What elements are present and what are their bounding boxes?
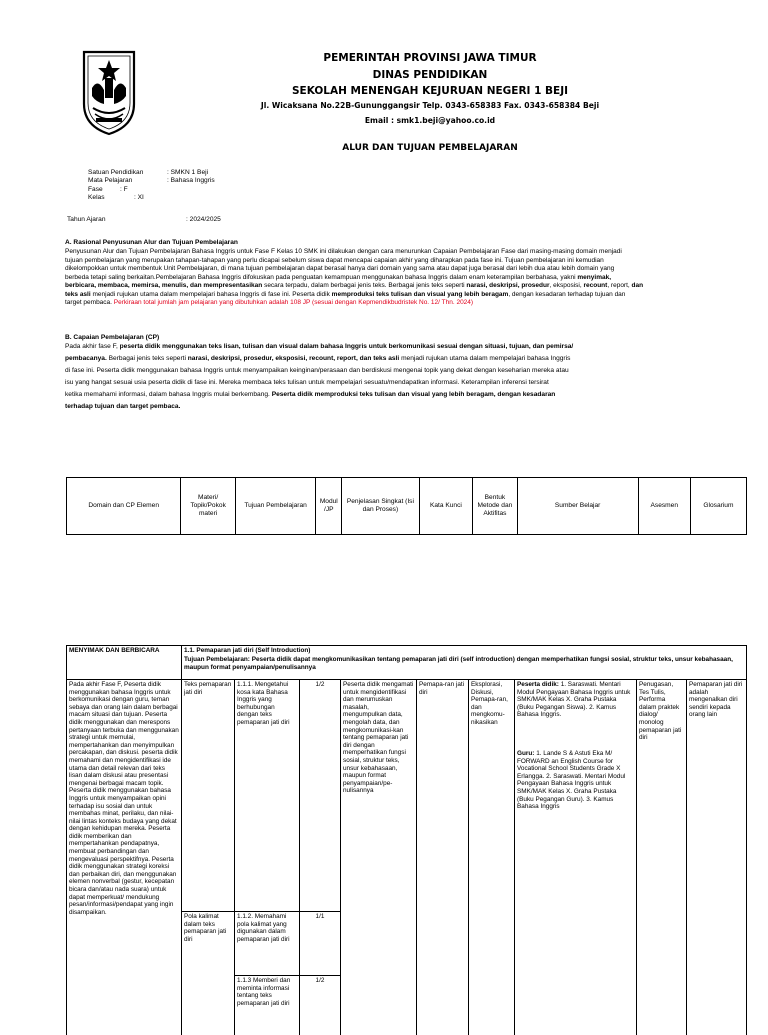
atp-header-table [66,477,747,535]
cp-element-text: Pada akhir Fase F, Peserta didik menggunakan bahasa Inggris untuk berkomunikasi dengan guru, teman sebaya dan orang lain dalam berbagai macam situasi dan tujuan. Peserta didik menggunakan dan merespons pertanyaan terbuka dan menggunakan strategi untuk memulai, mempertahankan dan menyimpulkan percakapan, dan diskusi. peserta didik memahami dan mengidentifikasi ide utama dan detail relevan dari teks lisan dalam diskusi atau presentasi mengenai berbagai macam topik. Peserta didik menggunakan bahasa Inggris untuk menyampaikan opini terhadap isu sosial dan untuk membahas minat, perilaku, dan nilai-nilai lintas konteks budaya yang dekat dengan kehidupan mereka. Peserta didik memberikan dan mempertahankan pendapatnya, membuat perbandingan dan mengevaluasi perspektifnya. Peserta didik menggunakan strategi koreksi dan perbaikan diri, dan menggunakan elemen nonverbal (gestur, kecepatan bicara dan/atau nada suara) untuk dapat memperkuat/ mendukung pesan/informasi/pendapat yang ingin disampaikan. [69,681,179,916]
identity-fase-value: : F [120,186,128,193]
section-a-line: berbeda tetapi saling berkaitan.Pembelajaran Bahasa Inggris difokuskan pada penguatan kemampuan menggunakan bahasa Inggris dalam enam keterampilan berbahasa, yakni menyimak, [65,273,612,281]
materi-cell-2: Pola kalimat dalam teks pemaparan jati diri [184,913,227,943]
penjelasan-cell: Peserta didik mengamati untuk mengidentifikasi dan merumuskan masalah, mengumpulkan data, mengolah data, dan mengkomunikasi-kan tentang pemaparan jati diri dengan memperhatikan fungsi sosial, struktur teks, unsur kebahasaan, maupun format penyampaian/pe-nulisannya [343,681,414,795]
tujuan-cell-1: 1.1.1. Mengetahui kosa kata Bahasa Inggris yang berhubungan dengan teks pemaparan jati diri [237,681,290,726]
col-domain-header: Domain dan CP Elemen [67,478,181,535]
identity-mapel-value: : Bahasa Inggris [167,177,215,184]
domain-cell: MENYIMAK DAN BERBICARA [69,647,160,654]
col-sumber-header: Sumber Belajar [517,478,638,535]
identity-mapel-label: Mata Pelajaran [88,177,133,184]
jp-total-note: Perkiraan total jumlah jam pelajaran yang dibutuhkan adalah 108 JP (sesuai dengan Kepmendikbudristek No. 12/ Thn. 2024) [113,299,474,307]
identity-kelas-label: Kelas [88,194,105,201]
section-a-paragraph [65,248,753,308]
section-b-line: di fase ini. Peserta didik menggunakan bahasa Inggris untuk menyampaikan keinginan/perasaan dan berdiskusi mengenai topik yang dekat dengan keseharian mereka atau [65,367,569,375]
section-a-line: Penyusunan Alur dan Tujuan Pembelajaran Bahasa Inggris untuk Fase F Kelas 10 SMK ini dilakukan dengan cara menurunkan Capaian Pembelajaran Fase dari masing-masing domain menjadi [65,248,622,255]
header-address: Jl. Wicaksana No.22B-Gununggangsir Telp. 0343-658383 Fax. 0343-658384 Beji [260,101,600,110]
col-materi-header: Materi/ Topik/Pokok materi [181,478,235,535]
identity-tahun-value: : 2024/2025 [186,216,221,223]
jp-cell-2: 1/1 [315,913,325,920]
sumber-peserta-didik: Peserta didik: 1. Saraswati. Mentari Modul Pengayaan Bahasa Inggris untuk SMK/MAK Kelas X. Graha Pustaka (Buku Pegangan Siswa). 2. Kamus Bahasa Inggris. [517,681,631,719]
materi-cell-1: Teks pemaparan jati diri [184,681,232,696]
topic-goal: Tujuan Pembelajaran: Peserta didik dapat mengkomunikasikan tentang pemaparan jati diri (self introduction) dengan memperhatikan fungsi sosial, struktur teks, unsur kebahasaan, maupun format penyampaian/penulisannya [184,656,733,671]
header-department: DINAS PENDIDIKAN [372,69,488,81]
section-b-line: ketika memahami informasi, dalam bahasa Inggris mulai berkembang. Peserta didik memproduksi teks tulisan dan visual yang lebih beragam, dengan kesadaran [65,391,556,399]
section-b-paragraph [65,341,665,414]
kata-kunci-cell: Pemapa-ran jati diri [419,681,465,696]
identity-tahun-label: Tahun Ajaran [67,216,106,223]
metode-cell: Eksplorasi, Diskusi, Pemapa-ran, dan mengkomu-nikasikan [471,681,508,726]
col-glosarium-header: Glosarium [690,478,746,535]
east-java-emblem-logo [80,48,138,136]
section-a-title: A. Rasional Penyusunan Alur dan Tujuan Pembelajaran [65,239,238,246]
identity-fase-label: Fase [88,186,103,193]
header-email: Email : smk1.beji@yahoo.co.id [364,116,496,125]
section-a-line: teks asli menjadi rujukan utama dalam mempelajari bahasa Inggris di fase ini. Peserta didik memproduksi teks tulisan dan visual yang lebih beragam, dengan kesadaran terhadap tujuan dan [65,290,626,298]
section-b-line: isu yang hangat sesuai usia peserta didik di fase ini. Mereka membaca teks tulisan untuk mempelajari sesuatu/mendapatkan informasi. Keterampilan inferensi tersirat [65,379,549,387]
atp-content-table [66,645,747,1035]
section-a-line: tujuan pembelajaran yang merupakan tahapan-tahapan yang perlu dicapai sebelum siswa dapat mencapai capaian akhir yang diharapkan pada fase ini. Tujuan pembelajaran ini kemudian [65,256,604,264]
asesmen-cell: Penugasan, Tes Tulis, Performa dalam praktek dialog/ monolog pemaparan jati diri [639,681,682,742]
section-b-line: Pada akhir fase F, peserta didik menggunakan teks lisan, tulisan dan visual dalam bahasa Inggris untuk berkomunikasi sesuai dengan situasi, tujuan, dan pemirsa/ [65,343,574,350]
header-school-name: SEKOLAH MENENGAH KEJURUAN NEGERI 1 BEJI [291,85,569,97]
col-kata-kunci-header: Kata Kunci [419,478,473,535]
col-asesmen-header: Asesmen [638,478,690,535]
section-b-line: pembacanya. Berbagai jenis teks seperti narasi, deskripsi, prosedur, eksposisi, recount, report, dan teks asli menjadi rujukan utama dalam mempelajari bahasa Inggris [65,355,571,363]
col-modul-header: Modul /JP [316,478,342,535]
jp-cell-1: 1/2 [315,681,325,688]
document-title: ALUR DAN TUJUAN PEMBELAJARAN [342,143,518,153]
col-tujuan-header: Tujuan Pembelajaran [235,478,316,535]
section-a-line: dikelompokkan untuk membentuk Unit Pembelajaran, di mana tujuan pembelajaran dapat berasal hanya dari domain yang sama atau dapat juga berasal dari lebih dua atau lebih domain yang [65,265,615,273]
sumber-guru: Guru: 1. Lande S & Astuti Eka M/ FORWARD an English Course for Vocational School Students Grade X Erlangga. 2. Saraswati. Mentari Modul Pengayaan Bahasa Inggris untuk SMK/MAK Kelas X. Graha Pustaka (Buku Pegangan Guru). 3. Kamus Bahasa Inggris [517,750,626,811]
identity-kelas-value: : XI [134,194,144,201]
topic-title: 1.1. Pemaparan jati diri (Self Introduction) [184,647,311,654]
glosarium-cell: Pemaparan jati diri adalah mengenalkan diri sendiri kepada orang lain [689,681,743,719]
identity-satuan-label: Satuan Pendidikan [88,169,144,176]
tujuan-cell-3: 1.1.3 Memberi dan meminta informasi tentang teks pemaparan jati diri [237,977,291,1007]
tujuan-cell-2: 1.1.2. Memahami pola kalimat yang digunakan dalam pemaparan jati diri [237,913,290,943]
jp-cell-3: 1/2 [315,977,325,984]
header-government: PEMERINTAH PROVINSI JAWA TIMUR [323,52,537,64]
section-a-line: berbicara, membaca, memirsa, menulis, dan mempresentasikan secara terpadu, dalam berbagai jenis teks. Berbagai jenis teks seperti narasi, deskripsi, prosedur, eksposisi, recount, report, dan [65,282,644,290]
section-b-line: terhadap tujuan dan target pembaca. [65,403,181,411]
col-metode-header: Bentuk Metode dan Aktifitas [473,478,517,535]
section-a-line: target pembaca. Perkiraan total jumlah jam pelajaran yang dibutuhkan adalah 108 JP (sesuai dengan Kepmendikbudristek No. 12/ Thn. 2024) [65,299,474,307]
section-b-title: B. Capaian Pembelajaran (CP) [65,334,160,341]
col-penjelasan-header: Penjelasan Singkat (Isi dan Proses) [342,478,419,535]
identity-satuan-value: : SMKN 1 Beji [167,169,209,176]
